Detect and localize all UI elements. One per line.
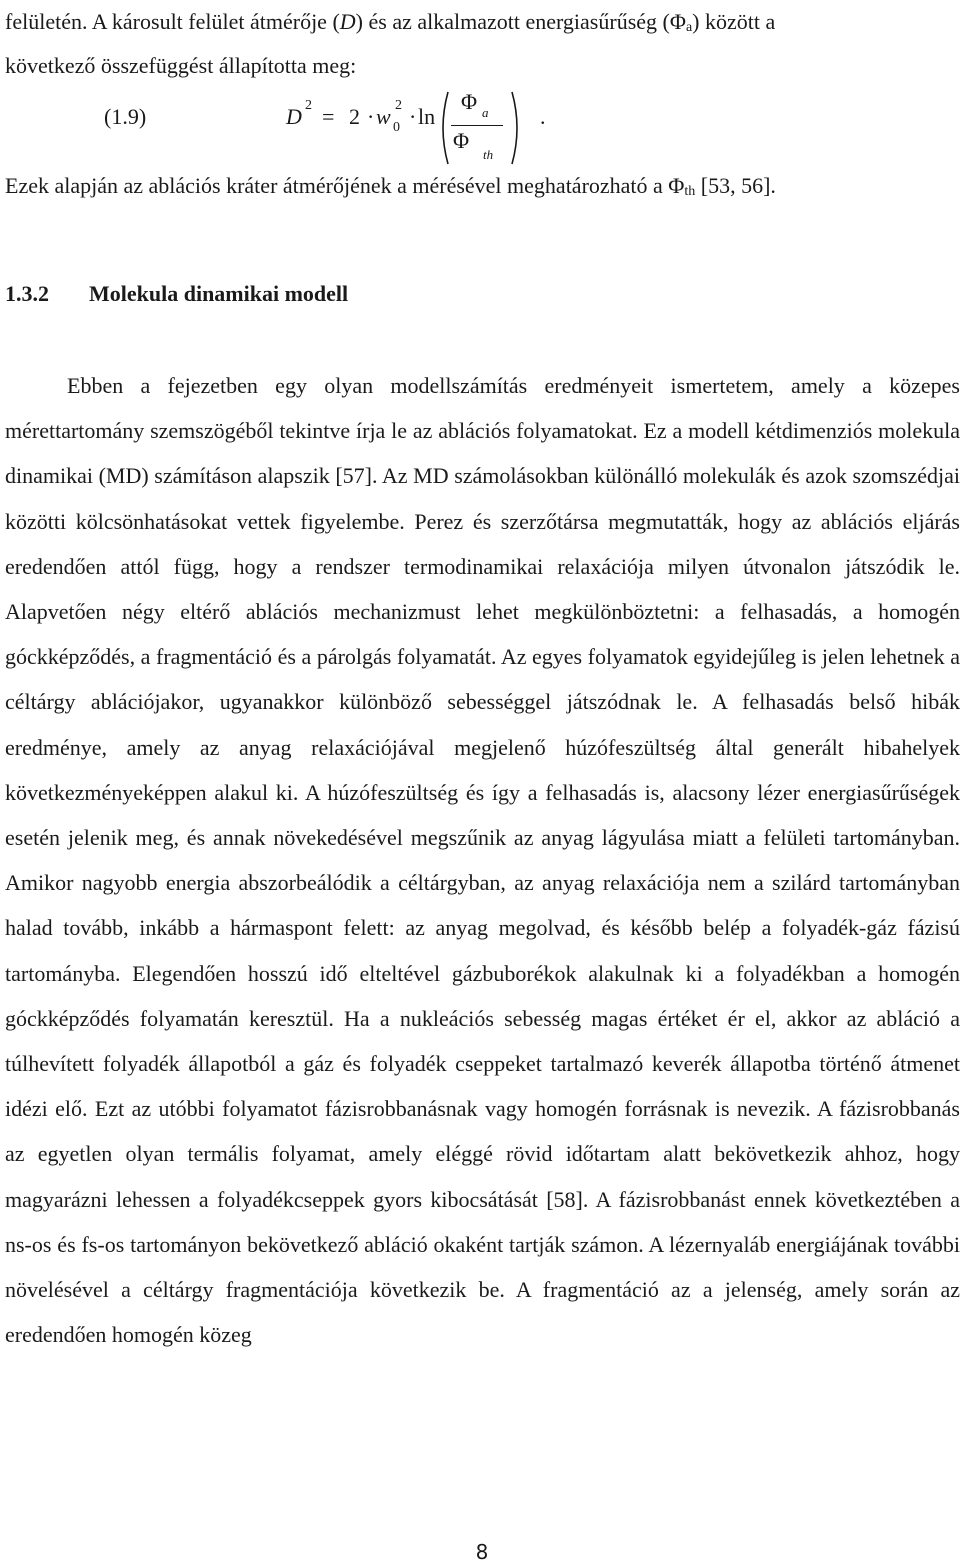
eq-exponent: 2 [395,98,402,113]
eq-subscript: a [482,105,489,120]
subscript-a: a [685,20,693,35]
eq-subscript: 0 [393,120,400,135]
eq-phi-numerator: Φ [461,89,478,114]
right-paren-shape [512,92,517,164]
eq-phi-denominator: Φ [453,128,470,153]
left-paren-shape [443,92,448,164]
eq-symbol-D: D [286,104,302,129]
eq-equals: = [322,104,335,129]
post-equation-text: Ezek alapján az ablációs kráter átmérőjének a mérésével meghatározható a Φ [5,173,685,198]
eq-exponent: 2 [305,98,312,113]
subscript-th: th [684,184,696,199]
symbol-D: D [339,9,356,34]
post-equation-citation: [53, 56]. [695,173,776,198]
eq-coefficient: 2 [349,104,360,129]
page-number: 8 [475,1540,489,1564]
section-title: Molekula dinamikai modell [89,281,349,306]
intro-text [5,0,960,88]
eq-multiply-dot: · [409,104,417,129]
eq-ln: ln [418,104,436,129]
eq-period: . [540,104,546,129]
section-heading [5,272,348,316]
post-equation-line [5,164,776,208]
equation-1-9 [0,88,960,168]
intro-line-2: következő összefüggést állapította meg: [5,53,357,78]
intro-text-part: ) és az alkalmazott energiasűrűség (Φ [355,9,686,34]
eq-symbol-w: w [376,104,391,129]
eq-multiply-dot: · [367,104,375,129]
fraction-bar [451,125,503,126]
eq-parentheses [436,88,526,168]
intro-text-part: felületén. A károsult felület átmérője ( [5,9,340,34]
intro-line-1 [5,0,960,44]
equation-number: (1.9) [104,104,147,129]
eq-subscript: th [483,147,494,162]
section-number: 1.3.2 [5,281,49,306]
intro-text-part: ) között a [692,9,776,34]
body-paragraph: Ebben a fejezetben egy olyan modellszámítás eredményeit ismertetem, amely a közepes mérettartomány szemszögéből tekintve írja le az ablációs folyamatokat. Ez a modell kétdimenziós molekula dinamikai (MD) számításon alapszik [57]. Az MD számolásokban különálló molekulák és azok szomszédjai közötti kölcsönhatásokat vettek figyelembe. Perez és szerzőtársa megmutatták, hogy az ablációs eljárás eredendően attól függ, hogy a rendszer termodinamikai relaxációja milyen útvonalon játszódik le. Alapvetően négy eltérő ablációs mechanizmust lehet megkülönböztetni: a felhasadás, a homogén góckképződés, a fragmentáció és a párolgás folyamatát. Az egyes folyamatok egyidejűleg is jelen lehetnek a céltárgy ablációjakor, ugyanakkor különböző sebességgel játszódnak le. A felhasadás belső hibák eredménye, amely az anyag relaxációjával megjelenő húzófeszültség által generált hibahelyek következményeképpen alakul ki. A húzófeszültség és így a felhasadás is, alacsony lézer energiasűrűségek esetén jelenik meg, és annak növekedésével megszűnik az anyag lágyulása miatt a felületi tartományban. Amikor nagyobb energia abszorbeálódik a céltárgyban, az anyag relaxációja nem a szilárd tartományban halad tovább, inkább a hármaspont felett: az anyag megolvad, és később belép a folyadék-gáz fázisú tartományba. Elegendően hosszú idő elteltével gázbuborékok alakulnak ki a folyadékban a homogén góckképződés folyamatán keresztül. Ha a nukleációs sebesség magas értéket ér el, akkor az abláció a túlhevített folyadék állapotból a gáz és folyadék cseppeket tartalmazó keverék állapotba történő átmenet idézi elő. Ezt az utóbbi folyamatot fázisrobbanásnak vagy homogén forrásnak is nevezik. A fázisrobbanás az egyetlen olyan termális folyamat, amely eléggé rövid időtartam alatt bekövetkezik ahhoz, hogy magyarázni lehessen a folyadékcseppek gyors kibocsátását [58]. A fázisrobbanást ennek következtében a ns-os és fs-os tartományon bekövetkező abláció okaként tartják számon. A lézernyaláb energiájának további növelésével a céltárgy fragmentációja következik be. A fragmentáció az a jelenség, amely során az eredendően homogén közeg [5,373,960,1348]
